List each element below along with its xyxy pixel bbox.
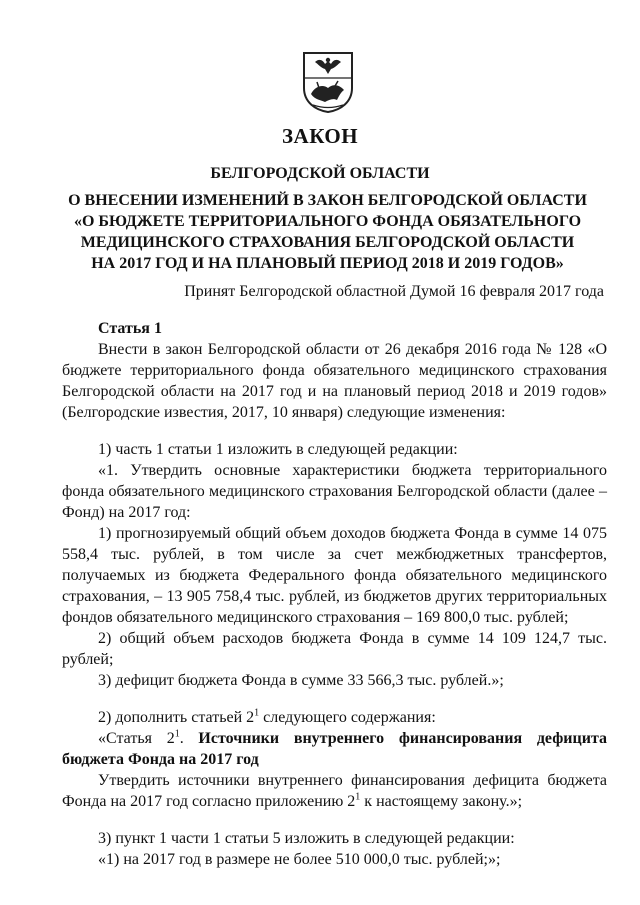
item1-lead: 1) часть 1 статьи 1 изложить в следующей редакции: [98,441,458,458]
item2-text-body: Утвердить источники внутреннего финансирования дефицита бюджета Фонда на 2017 год согласно приложению 2 [62,772,607,810]
subject-line: МЕДИЦИНСКОГО СТРАХОВАНИЯ БЕЛГОРОДСКОЙ ОБЛАСТИ [80,234,575,251]
superscript: 1 [254,707,260,719]
item2-article-title: Источники внутреннего финансирования дефицита бюджета Фонда на 2017 год [62,730,608,768]
item1-paragraph-2: 2) общий объем расходов бюджета Фонда в сумме 14 109 124,7 тыс. рублей; [62,630,607,668]
item2-lead-text-tail: следующего содержания: [259,709,436,726]
item1-paragraph-1: 1) прогнозируемый общий объем доходов бюджета Фонда в сумме 14 075 558,4 тыс. рублей, в том числе за счет межбюджетных трансфертов, получаемых из бюджета Федерального фонда обязательного медицинского страхования, – 13 905 758,4 тыс. рублей, из бюджетов других территориальных фондов обязательного медицинского страхования – 169 800,0 тыс. рублей; [62,525,607,626]
item1-paragraph-3: 3) дефицит бюджета Фонда в сумме 33 566,3 тыс. рублей.»; [98,672,504,689]
subject-line: НА 2017 ГОД И НА ПЛАНОВЫЙ ПЕРИОД 2018 И 2019 ГОДОВ» [91,255,564,272]
item3-lead: 3) пункт 1 части 1 статьи 5 изложить в следующей редакции: [98,830,515,847]
item2-article-label: «Статья 2 [98,730,175,747]
superscript: 1 [174,728,180,740]
superscript: 1 [355,791,361,803]
item2-lead [62,707,607,728]
belgorod-coat-of-arms-icon [301,50,355,114]
item1-quote: «1. Утвердить основные характеристики бюджета территориального фонда обязательного медицинского страхования Белгородской области (далее – Фонд) на 2017 год: [62,462,607,521]
document-title: ЗАКОН [281,124,359,148]
article-intro: Внести в закон Белгородской области от 26 декабря 2016 года № 128 «О бюджете территориального фонда обязательного медицинского страхования Белгородской области на 2017 год и на плановый период 2018 и 2019 годов» (Белгородские известия, 2017, 10 января) следующие изменения: [62,341,607,421]
item3-quote: «1) на 2017 год в размере не более 510 000,0 тыс. рублей;»; [98,851,501,868]
item2-article-sep: . [179,730,199,747]
article-heading: Статья 1 [98,320,162,337]
adoption-note: Принят Белгородской областной Думой 16 февраля 2017 года [184,283,604,300]
item2-article-heading [62,728,607,770]
document-body [62,318,607,870]
item2-lead-text: 2) дополнить статьей 2 [98,709,255,726]
item2-text-tail: к настоящему закону.»; [360,793,523,810]
document-region: БЕЛГОРОДСКОЙ ОБЛАСТИ [210,165,430,182]
subject-line: «О БЮДЖЕТЕ ТЕРРИТОРИАЛЬНОГО ФОНДА ОБЯЗАТЕЛЬНОГО [73,213,582,230]
item2-text [62,770,607,812]
document-subject [60,190,595,274]
subject-line: О ВНЕСЕНИИ ИЗМЕНЕНИЙ В ЗАКОН БЕЛГОРОДСКОЙ ОБЛАСТИ [68,192,587,209]
